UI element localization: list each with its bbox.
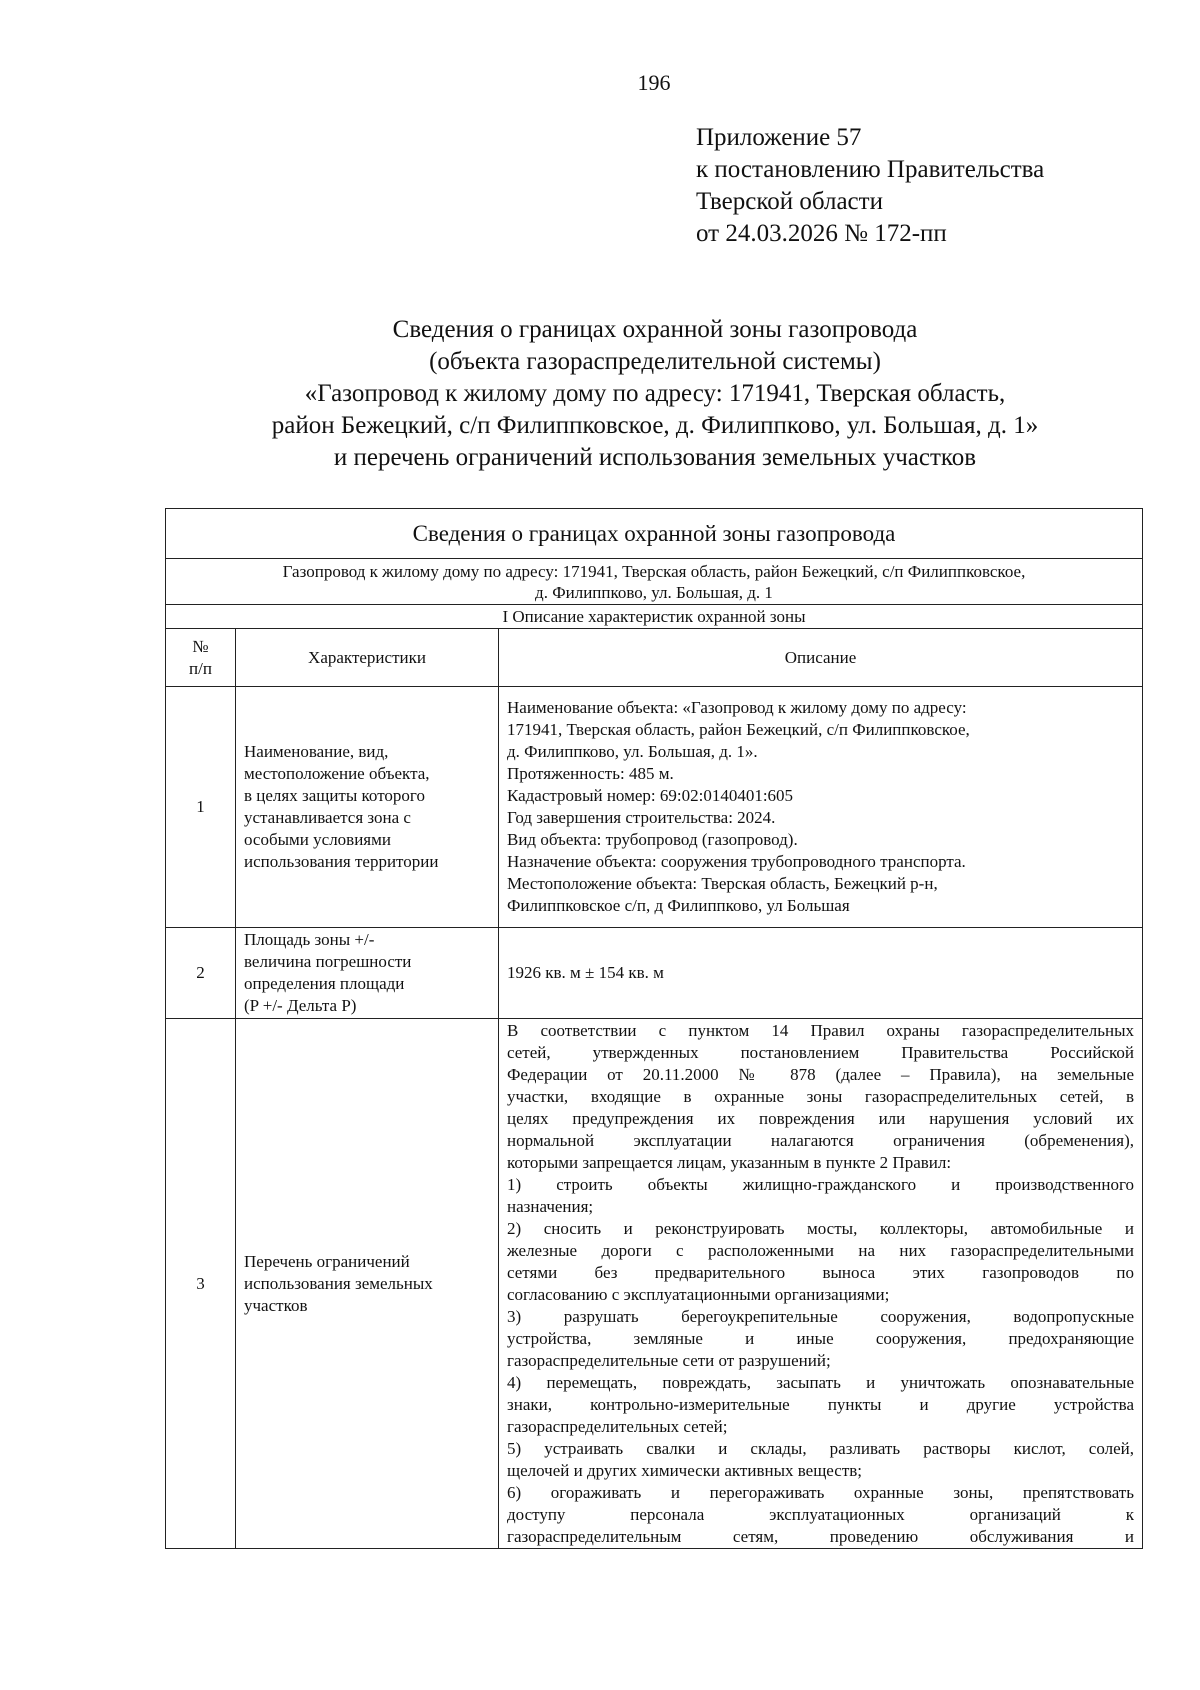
row-characteristic <box>236 687 499 928</box>
appendix-line: к постановлению Правительства <box>696 156 1045 183</box>
characteristic-line: особыми условиями <box>244 830 391 849</box>
object-name-cell <box>166 559 1143 605</box>
document-title <box>150 314 1160 474</box>
description-line: Назначение объекта: сооружения трубопроводного транспорта. <box>507 852 966 871</box>
description-line: газораспределительных сетей; <box>507 1417 728 1436</box>
description-line: сетями без предварительного выноса этих газопроводов по <box>507 1263 1134 1282</box>
row-characteristic <box>236 1019 499 1549</box>
description-line: сетей, утвержденных постановлением Правительства Российской <box>507 1043 1134 1062</box>
description-line: газораспределительным сетям, проведению обслуживания и <box>507 1527 1134 1546</box>
characteristic-line: (P +/- Дельта P) <box>244 996 357 1015</box>
description-line: Наименование объекта: «Газопровод к жилому дому по адресу: <box>507 698 967 717</box>
description-line: доступу персонала эксплуатационных организаций к <box>507 1505 1134 1524</box>
description-line: 1926 кв. м ± 154 кв. м <box>507 963 664 982</box>
description-line: назначения; <box>507 1197 594 1216</box>
description-line: 1) строить объекты жилищно-гражданского и производственного <box>507 1175 1134 1194</box>
characteristic-line: величина погрешности <box>244 952 412 971</box>
description-line: 4) перемещать, повреждать, засыпать и уничтожать опознавательные <box>507 1373 1134 1392</box>
description-line: которыми запрещается лицам, указанным в пункте 2 Правил: <box>507 1153 952 1172</box>
section-row <box>166 605 1143 629</box>
table-row <box>166 928 1143 1019</box>
row-number: 2 <box>166 928 236 1019</box>
table-title-row <box>166 509 1143 559</box>
description-line: железные дороги с расположенными на них газораспределительными <box>507 1241 1134 1260</box>
description-line: 171941, Тверская область, район Бежецкий, с/п Филиппковское, <box>507 720 970 739</box>
characteristic-line: определения площади <box>244 974 405 993</box>
description-line: д. Филиппково, ул. Большая, д. 1». <box>507 742 758 761</box>
row-description <box>499 928 1143 1019</box>
description-line: согласованию с эксплуатационными организациями; <box>507 1285 890 1304</box>
appendix-block <box>696 122 1044 250</box>
row-description <box>499 1019 1143 1549</box>
characteristic-line: Площадь зоны +/- <box>244 930 375 949</box>
header-row <box>166 629 1143 687</box>
description-line: знаки, контрольно-измерительные пункты и другие устройства <box>507 1395 1134 1414</box>
header-characteristics: Характеристики <box>236 629 499 687</box>
row-characteristic <box>236 928 499 1019</box>
description-line: В соответствии с пунктом 14 Правил охраны газораспределительных <box>507 1021 1134 1040</box>
appendix-line: от 24.03.2026 № 172-пп <box>696 220 947 247</box>
zone-info-table <box>165 508 1143 1549</box>
description-line: участки, входящие в охранные зоны газораспределительных сетей, в <box>507 1087 1134 1106</box>
description-line: 5) устраивать свалки и склады, разливать растворы кислот, солей, <box>507 1439 1134 1458</box>
header-num-line: № <box>192 636 209 656</box>
description-line: Вид объекта: трубопровод (газопровод). <box>507 830 798 849</box>
description-line: устройства, земляные и иные сооружения, предохраняющие <box>507 1329 1134 1348</box>
table-title: Сведения о границах охранной зоны газопровода <box>166 509 1143 559</box>
description-line: 6) огораживать и перегораживать охранные зоны, препятствовать <box>507 1483 1134 1502</box>
characteristic-line: использования земельных <box>244 1273 433 1293</box>
section-title: I Описание характеристик охранной зоны <box>166 605 1143 629</box>
characteristic-line: участков <box>244 1295 308 1315</box>
description-line: щелочей и других химически активных веществ; <box>507 1461 862 1480</box>
characteristic-line: Наименование, вид, <box>244 742 389 761</box>
characteristic-line: устанавливается зона с <box>244 808 411 827</box>
header-description: Описание <box>499 629 1143 687</box>
description-line: газораспределительные сети от разрушений; <box>507 1351 831 1370</box>
title-line: Сведения о границах охранной зоны газопровода <box>392 316 918 343</box>
object-name-line: Газопровод к жилому дому по адресу: 171941, Тверская область, район Бежецкий, с/п Филиппковское, <box>282 561 1026 581</box>
characteristic-line: местоположение объекта, <box>244 764 430 783</box>
appendix-line: Приложение 57 <box>696 124 862 151</box>
description-line: 3) разрушать берегоукрепительные сооружения, водопропускные <box>507 1307 1134 1326</box>
row-number: 3 <box>166 1019 236 1549</box>
row-description <box>499 687 1143 928</box>
title-line: район Бежецкий, с/п Филиппковское, д. Филиппково, ул. Большая, д. 1» <box>271 412 1039 439</box>
characteristic-line: использования территории <box>244 852 439 871</box>
object-name-line: д. Филиппково, ул. Большая, д. 1 <box>535 582 773 602</box>
table-row <box>166 687 1143 928</box>
description-line: Федерации от 20.11.2000 № 878 (далее – Правила), на земельные <box>507 1065 1134 1084</box>
description-line: целях предупреждения их повреждения или нарушения условий их <box>507 1109 1134 1128</box>
characteristic-line: в целях защиты которого <box>244 786 425 805</box>
table-row <box>166 1019 1143 1549</box>
header-num <box>166 629 236 687</box>
title-line: (объекта газораспределительной системы) <box>429 348 881 375</box>
title-line: и перечень ограничений использования земельных участков <box>333 444 977 471</box>
object-row <box>166 559 1143 605</box>
description-line: нормальной эксплуатации налагаются ограничения (обременения), <box>507 1131 1134 1150</box>
page-number: 196 <box>637 70 671 95</box>
description-line: Год завершения строительства: 2024. <box>507 808 776 827</box>
description-line: 2) сносить и реконструировать мосты, коллекторы, автомобильные и <box>507 1219 1134 1238</box>
description-line: Местоположение объекта: Тверская область, Бежецкий р-н, <box>507 874 938 893</box>
row-number: 1 <box>166 687 236 928</box>
header-num-line: п/п <box>189 658 212 678</box>
description-line: Кадастровый номер: 69:02:0140401:605 <box>507 786 794 805</box>
description-line: Протяженность: 485 м. <box>507 764 674 783</box>
appendix-line: Тверской области <box>696 188 883 215</box>
title-line: «Газопровод к жилому дому по адресу: 171941, Тверская область, <box>304 380 1006 407</box>
characteristic-line: Перечень ограничений <box>244 1251 410 1271</box>
description-line: Филиппковское с/п, д Филиппково, ул Большая <box>507 896 850 915</box>
